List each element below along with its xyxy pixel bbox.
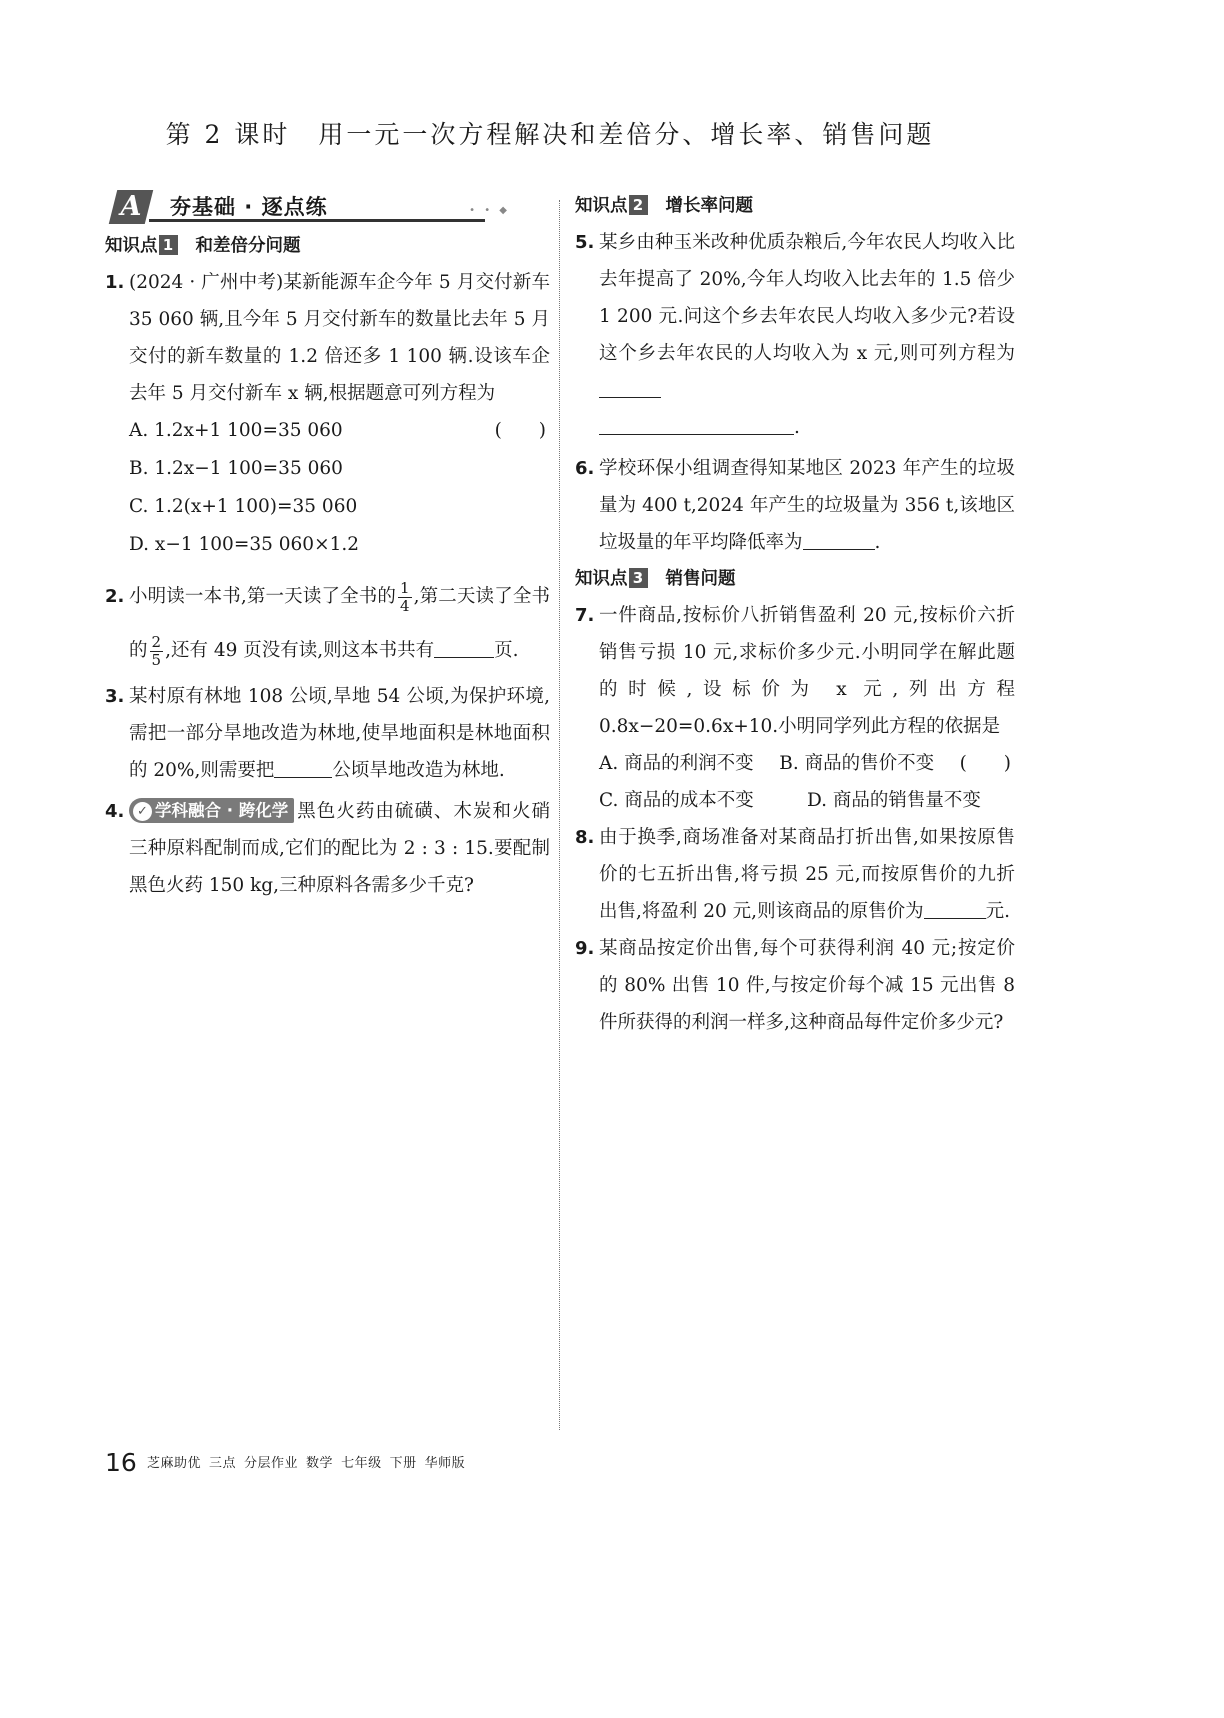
question-number: 1.: [105, 272, 125, 293]
lesson-title: 第 2 课时 用一元一次方程解决和差倍分、增长率、销售问题: [165, 120, 935, 149]
subject-tag: ✓ 学科融合 · 跨化学: [129, 798, 294, 823]
question-8: 8. 由于换季,商场准备对某商品打折出售,如果按原售价的七五折出售,将亏损 25 元,而按原售价的九折出售,将盈利 20 元,则该商品的原售价为 元.: [575, 819, 1015, 930]
option-d[interactable]: D. x−1 100=35 060×1.2: [129, 534, 359, 555]
fraction: $\frac{1}{4}$: [400, 578, 410, 615]
answer-blank[interactable]: [599, 377, 661, 398]
section-badge: A: [109, 190, 153, 224]
kp-title: 和差倍分问题: [195, 236, 301, 256]
page-number: 16: [105, 1448, 137, 1477]
option-b[interactable]: B. 1.2x−1 100=35 060: [129, 458, 343, 479]
answer-blank[interactable]: [803, 529, 875, 550]
knowledge-point-1: [105, 228, 550, 264]
answer-blank[interactable]: [924, 898, 986, 919]
question-number: 9.: [575, 938, 595, 959]
kp-label: 知识点: [575, 569, 628, 589]
kp-title: 销售问题: [665, 569, 736, 589]
answer-parentheses[interactable]: ( ): [494, 420, 546, 441]
question-6: 6. 学校环保小组调查得知某地区 2023 年产生的垃圾量为 400 t,2024 年产生的垃圾量为 356 t,该地区垃圾量的年平均降低率为 .: [575, 450, 1015, 561]
question-stem: (2024 · 广州中考)某新能源车企今年 5 月交付新车 35 060 辆,且今年 5 月交付新车的数量比去年 5 月交付的新车数量的 1.2 倍还多 1 100 辆.设该车企去年 5 月交付新车 x 辆,根据题意可列方程为: [129, 272, 550, 404]
question-number: 4.: [105, 801, 125, 822]
kp-number: 3: [629, 568, 648, 588]
question-2: 2. 小明读一本书,第一天读了全书的 $\frac{1}{4}$ ,第二天读了全书的 $\frac{2}{5}$ ,还有 49 页没有读,则这本书共有 页.: [105, 570, 550, 678]
question-stem: 一件商品,按标价八折销售盈利 20 元,按标价六折销售亏损 10 元,求标价多少元.小明同学在解此题的时候,设标价为 x 元,列出方程 0.8x−20=0.6x+10.小明同学列此方程的依据是: [599, 605, 1015, 737]
kp-label: 知识点: [575, 196, 628, 216]
question-number: 5.: [575, 232, 595, 253]
kp-label: 知识点: [105, 236, 158, 256]
question-stem: 某商品按定价出售,每个可获得利润 40 元;按定价的 80% 出售 10 件,与按定价每个减 15 元出售 8 件所获得的利润一样多,这种商品每件定价多少元?: [599, 938, 1015, 1033]
option-c[interactable]: C. 商品的成本不变: [599, 790, 754, 811]
knowledge-point-3: [575, 561, 1015, 597]
option-b[interactable]: B. 商品的售价不变: [779, 753, 935, 774]
answer-blank[interactable]: [599, 414, 794, 435]
check-icon: ✓: [133, 802, 152, 821]
section-banner: [105, 190, 550, 224]
option-a[interactable]: A. 商品的利润不变: [599, 753, 754, 774]
option-c[interactable]: C. 1.2(x+1 100)=35 060: [129, 496, 358, 517]
answer-blank[interactable]: [434, 637, 494, 658]
question-3: 3. 某村原有林地 108 公顷,旱地 54 公顷,为保护环境,需把一部分旱地改造为林地,使旱地面积是林地面积的 20%,则需要把 公顷旱地改造为林地.: [105, 678, 550, 789]
option-d[interactable]: D. 商品的销售量不变: [807, 790, 981, 811]
question-9: [575, 930, 1015, 1041]
answer-blank[interactable]: [274, 757, 332, 778]
kp-title: 增长率问题: [665, 196, 753, 216]
answer-parentheses[interactable]: ( ): [959, 753, 1011, 774]
fraction: $\frac{2}{5}$: [151, 632, 162, 669]
question-1: [105, 264, 550, 564]
banner-dots: • • ◆: [469, 205, 510, 216]
question-number: 7.: [575, 605, 595, 626]
question-stem: 黑色火药由硫磺、木炭和火硝三种原料配制而成,它们的配比为 2 : 3 : 15.要配制黑色火药 150 kg,三种原料各需多少千克?: [129, 801, 550, 896]
question-5: 5. 某乡由种玉米改种优质杂粮后,今年农民人均收入比去年提高了 20%,今年人均收入比去年的 1.5 倍少 1 200 元.问这个乡去年农民人均收入多少元?若设这个乡去年农民的人均收入为 x 元,则可列方程为 .: [575, 224, 1015, 446]
question-number: 8.: [575, 827, 595, 848]
question-4: [105, 793, 550, 904]
section-title: 夯基础 · 逐点练: [170, 195, 328, 219]
kp-number: 1: [159, 235, 178, 255]
option-a[interactable]: A. 1.2x+1 100=35 060: [129, 420, 343, 441]
question-number: 6.: [575, 458, 595, 479]
column-divider: [559, 200, 560, 1430]
book-series-label: 芝麻助优 三点 分层作业 数学 七年级 下册 华师版: [147, 1456, 466, 1471]
kp-number: 2: [629, 195, 648, 215]
question-7: [575, 597, 1015, 819]
left-column: [105, 190, 550, 904]
question-number: 3.: [105, 686, 125, 707]
knowledge-point-2: [575, 188, 1015, 224]
right-column: [575, 188, 1015, 1041]
question-number: 2.: [105, 586, 125, 607]
